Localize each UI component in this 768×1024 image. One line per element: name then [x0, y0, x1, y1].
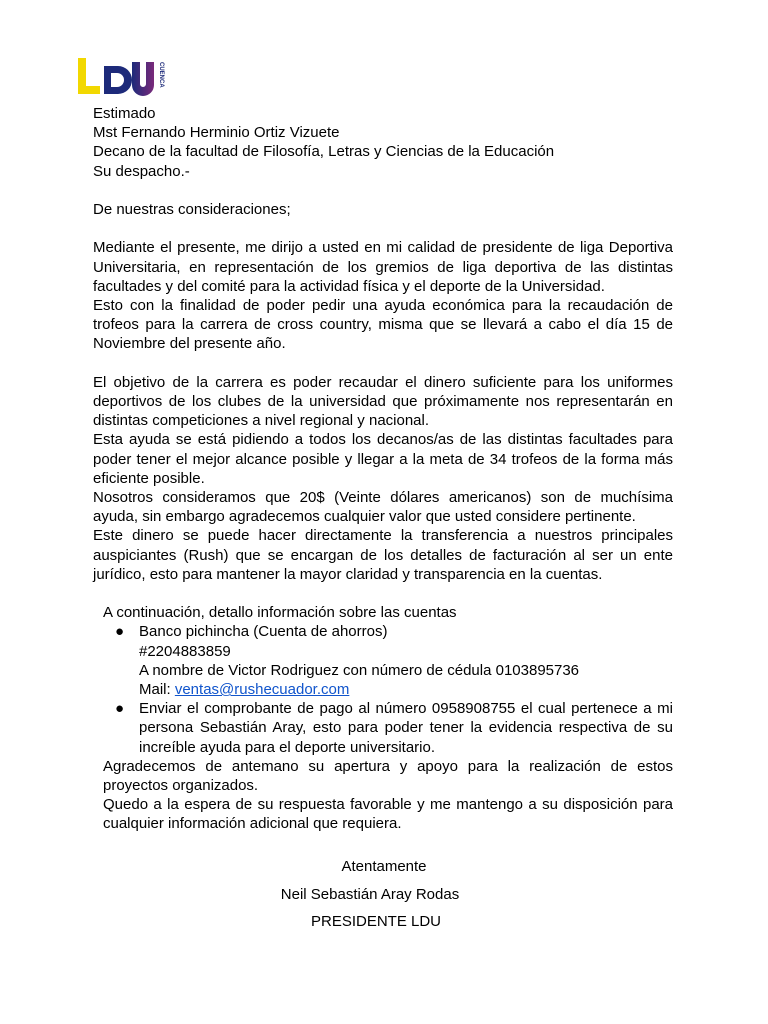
signer-name: Neil Sebastián Aray Rodas — [280, 886, 460, 903]
greeting: De nuestras consideraciones; — [93, 201, 291, 218]
paragraph-request: Esta ayuda se está pidiendo a todos los decanos/as de las distintas facultades para poder tener el mejor alcance posible y llegar a la meta de 34 trofeos de la forma más eficiente posible. — [93, 431, 673, 487]
paragraph-purpose: Esto con la finalidad de poder pedir una ayuda económica para la recaudación de trofeos para la carrera de cross country, misma que se llevará a cabo el día 15 de Noviembre del presente año. — [93, 297, 673, 353]
bullet-icon: ● — [115, 700, 125, 718]
logo-subtext: CUENCA — [158, 62, 164, 88]
recipient-name: Mst Fernando Herminio Ortiz Vizuete — [93, 124, 340, 142]
list-item — [103, 622, 673, 699]
accounts-section — [103, 603, 673, 833]
valediction: Atentamente — [341, 858, 427, 875]
letter-body — [93, 104, 673, 834]
paragraph-objective: El objetivo de la carrera es poder recaudar el dinero suficiente para los uniformes deportivos de los clubes de la universidad que próximamente nos representarán en distintas competiciones a nivel regional y nacional. — [93, 373, 673, 430]
signer-title: PRESIDENTE LDU — [310, 913, 442, 930]
paragraph-transfer: Este dinero se puede hacer directamente la transferencia a nuestros principales auspiciantes (Rush) que se encargan de los detalles de facturación al ser un ente jurídico, esto para mantener la mayor claridad y transparencia en la cuentas. — [93, 527, 673, 583]
account-holder: A nombre de Victor Rodriguez con número de cédula 0103895736 — [139, 661, 580, 679]
bank-name: Banco pichincha (Cuenta de ahorros) — [139, 623, 388, 641]
logo-letter-l — [78, 58, 100, 94]
payment-instructions: Enviar el comprobante de pago al número 0958908755 el cual pertenece a mi persona Sebastián Aray, esto para poder tener la evidencia respectiva de su increíble ayuda para el deporte universitario. — [139, 700, 673, 756]
paragraph-amount: Nosotros consideramos que 20$ (Veinte dólares americanos) son de muchísima ayuda, sin embargo agradecemos cualquier valor que usted considere pertinente. — [93, 489, 673, 526]
logo-letter-u — [132, 62, 154, 96]
accounts-intro: A continuación, detallo información sobre las cuentas — [103, 604, 457, 622]
paragraph-intro: Mediante el presente, me dirijo a usted en mi calidad de presidente de liga Deportiva Universitaria, en representación de los gremios de liga deportiva de las distintas facultades y del comité para la actividad física y el deporte de la Universidad. — [93, 239, 673, 295]
salutation: Estimado — [93, 105, 156, 122]
ldu-logo — [76, 56, 166, 96]
mail-label: Mail: — [139, 681, 175, 699]
closing-paragraph: Quedo a la espera de su respuesta favorable y me mantengo a su disposición para cualquier información adicional que requiera. — [103, 796, 673, 833]
bullet-icon: ● — [115, 623, 125, 641]
list-item — [103, 699, 673, 757]
logo-letter-d — [104, 66, 132, 94]
thanks-paragraph: Agradecemos de antemano su apertura y apoyo para la realización de estos proyectos organizados. — [103, 757, 673, 795]
accounts-list — [103, 622, 673, 756]
office-line: Su despacho.- — [93, 162, 190, 180]
mail-line — [139, 680, 673, 699]
recipient-title: Decano de la facultad de Filosofía, Letras y Ciencias de la Educación — [93, 143, 555, 161]
account-number: #2204883859 — [139, 642, 231, 660]
mail-link[interactable]: ventas@rushecuador.com — [174, 681, 350, 699]
